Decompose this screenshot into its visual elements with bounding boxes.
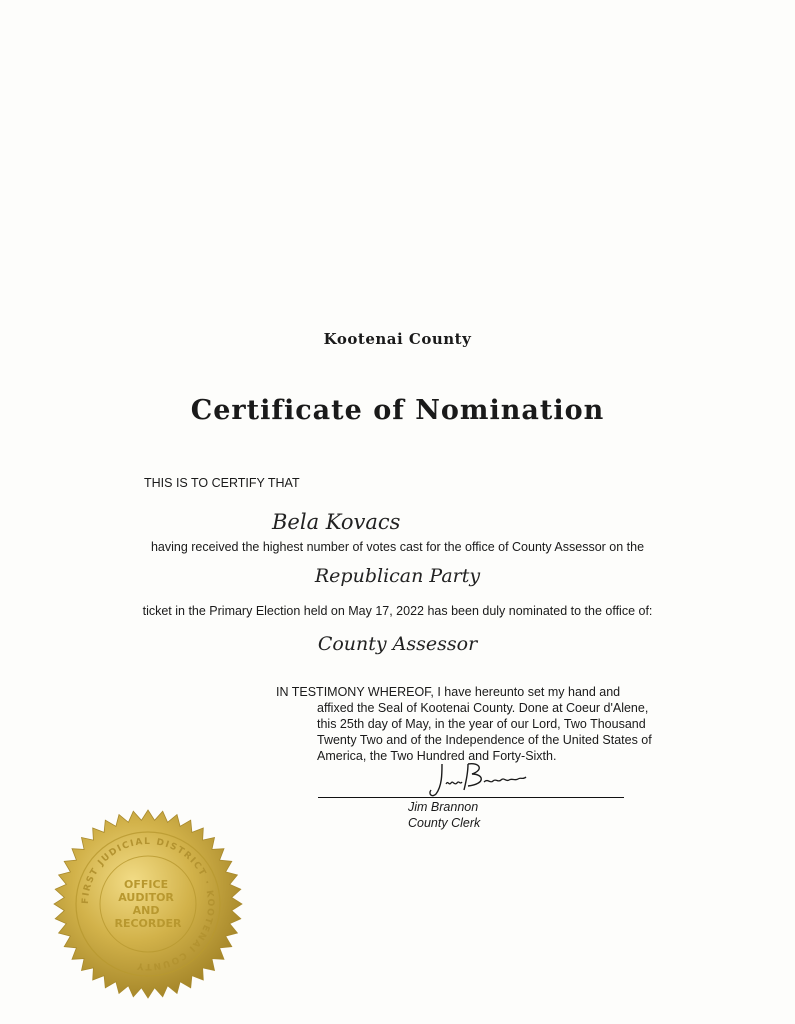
testimony-first-line: IN TESTIMONY WHEREOF, I have hereunto set my hand and xyxy=(276,685,621,699)
testimony-body: affixed the Seal of Kootenai County. Done at Coeur d'Alene, this 25th day of May, in the year of our Lord, Two Thousand Twenty Two and of the Independence of the United States of America, the Two Hundred and Forty-Sixth. xyxy=(317,701,652,763)
county-heading: Kootenai County xyxy=(323,330,472,348)
testimony-paragraph xyxy=(276,684,656,764)
seal-ring-text: FIRST JUDICIAL DISTRICT · KOOTENAI COUNTY xyxy=(80,836,216,972)
signer-name: Jim Brannon xyxy=(408,800,479,814)
certificate-title: Certificate of Nomination xyxy=(190,395,605,426)
office-name: County Assessor xyxy=(317,633,478,655)
signature-line xyxy=(318,797,624,798)
gold-foil-seal xyxy=(52,808,244,1005)
nominee-name: Bela Kovacs xyxy=(272,510,401,534)
certify-intro: THIS IS TO CERTIFY THAT xyxy=(144,476,300,490)
signer-title: County Clerk xyxy=(408,816,481,830)
party-name: Republican Party xyxy=(314,565,481,587)
seal-center-text: OFFICE AUDITOR AND RECORDER xyxy=(114,878,182,930)
handwritten-signature xyxy=(428,760,548,805)
votes-statement: having received the highest number of votes cast for the office of County Assessor on the xyxy=(150,540,645,554)
ticket-statement: ticket in the Primary Election held on May 17, 2022 has been duly nominated to the office of: xyxy=(142,604,653,618)
